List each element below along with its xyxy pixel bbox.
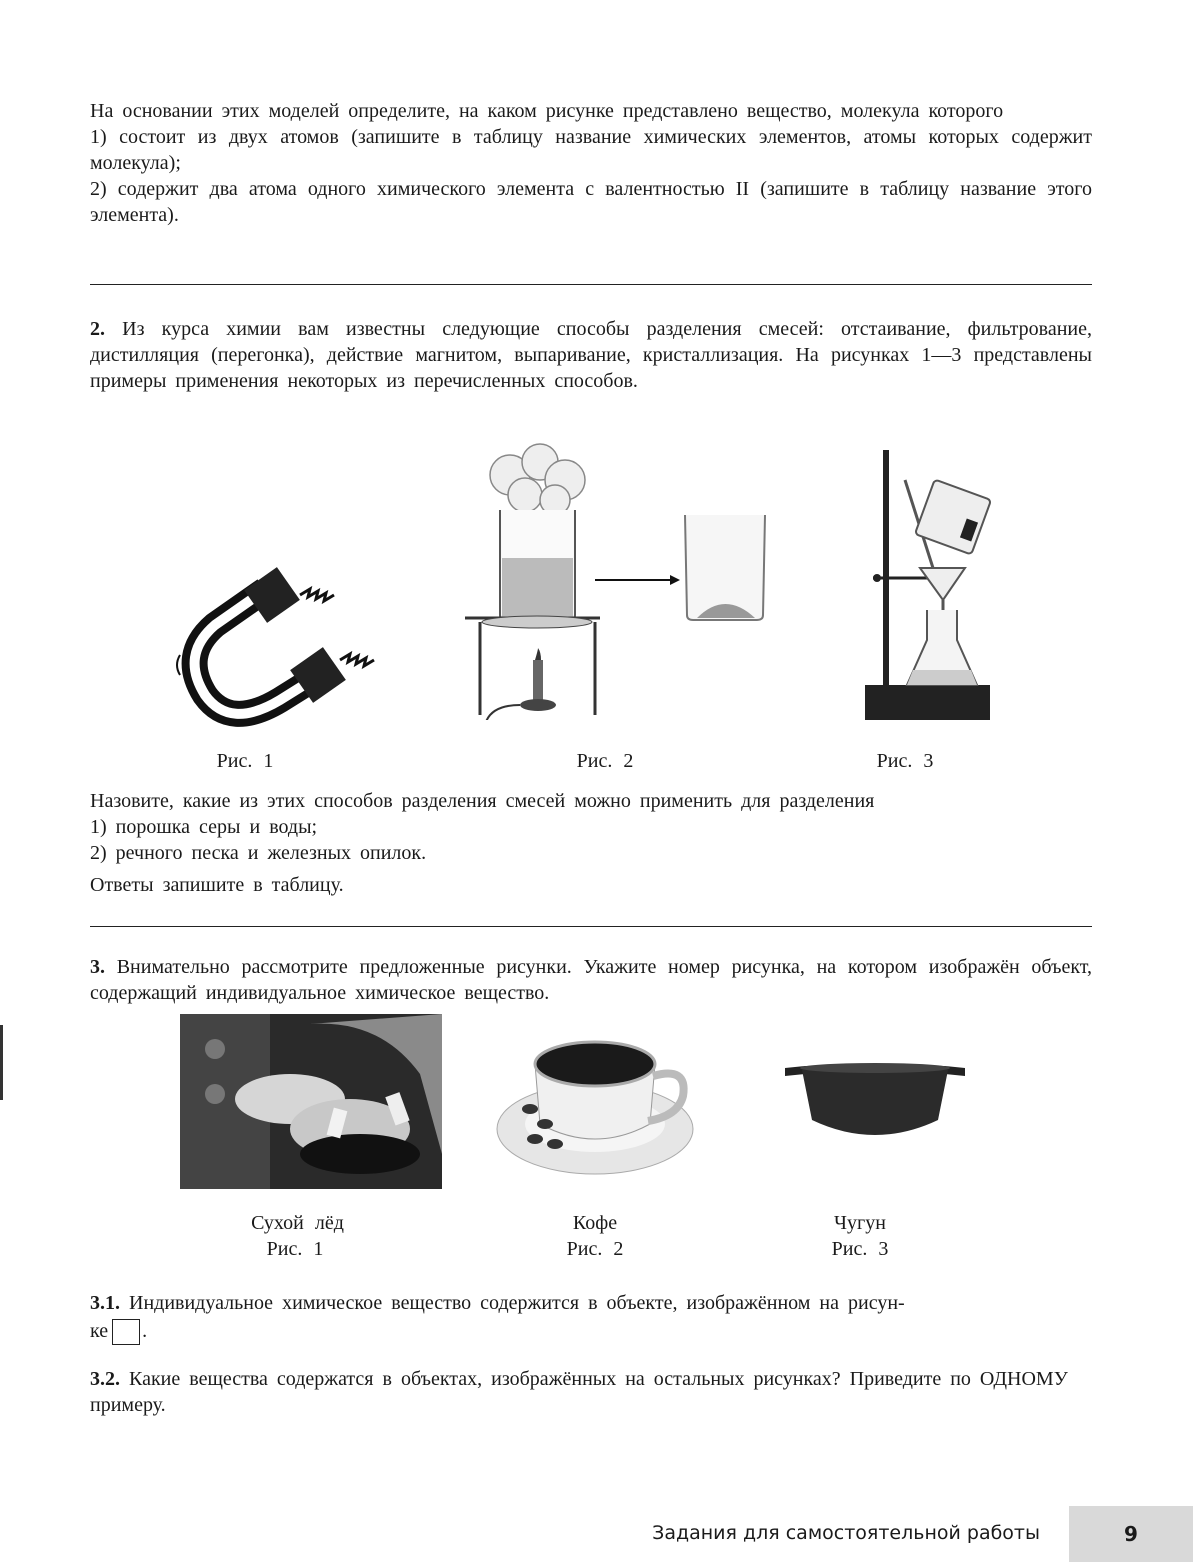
task2-question-block: [90, 788, 1092, 898]
fig3-2-caption: Рис. 2: [566, 1238, 624, 1260]
divider-1: [90, 284, 1092, 285]
task3-text: Внимательно рассмотрите предложенные рисунки. Укажите номер рисунка, на котором изображён объект, содержащий индивидуальное химическое вещество.: [90, 956, 1093, 1004]
task3-paragraph: [90, 954, 1092, 1006]
fig3-caption: Рис. 3: [876, 750, 934, 772]
task3-1-paragraph: [90, 1290, 1092, 1345]
task2-answer-note: Ответы запишите в таблицу.: [90, 874, 344, 896]
coffee-photo: [495, 1014, 723, 1189]
fig3-3-name: Чугун: [834, 1212, 886, 1234]
task3-number: 3.: [90, 956, 105, 978]
page-number: 9: [1069, 1506, 1193, 1562]
intro-item-2: 2) содержит два атома одного химического элемента с валентностью II (запишите в таблицу название этого элемента).: [90, 178, 1092, 226]
magnet-figure: [170, 555, 400, 735]
task2-question-2: 2) речного песка и железных опилок.: [90, 842, 427, 864]
task3-1-text: Индивидуальное химическое вещество содержится в объекте, изображённом на рисун-: [129, 1292, 905, 1314]
fig3-3-caption: Рис. 3: [831, 1238, 889, 1260]
task3-2-paragraph: [90, 1366, 1092, 1418]
task2-paragraph: [90, 316, 1092, 394]
footer-section-title: Задания для самостоятельной работы: [652, 1522, 1040, 1544]
task2-question: Назовите, какие из этих способов разделения смесей можно применить для разделения: [90, 790, 875, 812]
intro-item-1: 1) состоит из двух атомов (запишите в таблицу название химических элементов, атомы которых содержит молекула);: [90, 126, 1092, 174]
fig2-caption: Рис. 2: [576, 750, 634, 772]
fig1-caption: Рис. 1: [216, 750, 274, 772]
evaporation-figure: [465, 440, 785, 720]
fig3-1-caption: Рис. 1: [266, 1238, 324, 1260]
task3-1-number: 3.1.: [90, 1292, 120, 1314]
task2-number: 2.: [90, 318, 105, 340]
task3-1-tail: ке: [90, 1320, 109, 1342]
task3-2-text: Какие вещества содержатся в объектах, изображённых на остальных рисунках? Приведите по ОДНОМУ примеру.: [90, 1368, 1068, 1416]
divider-2: [90, 926, 1092, 927]
filtration-figure: [865, 450, 1005, 725]
fig3-1-name: Сухой лёд: [251, 1212, 344, 1234]
task3-1-end: .: [142, 1320, 148, 1342]
fig3-2-name: Кофе: [572, 1212, 618, 1234]
task2-text: Из курса химии вам известны следующие способы разделения смесей: отстаивание, фильтрование, дистилляция (перегонка), действие магнитом, выпаривание, кристаллизация. На рисунках 1—3 представлены примеры применения некоторых из перечисленных способов.: [90, 318, 1092, 392]
cast-iron-pot-photo: [780, 1050, 970, 1150]
task2-question-1: 1) порошка серы и воды;: [90, 816, 318, 838]
intro-text: На основании этих моделей определите, на каком рисунке представлено вещество, молекула которого: [90, 100, 1004, 122]
intro-paragraph: [90, 98, 1092, 228]
dry-ice-photo: [180, 1014, 442, 1189]
answer-box[interactable]: [112, 1319, 140, 1345]
margin-mark: [0, 1025, 3, 1100]
task3-2-number: 3.2.: [90, 1368, 120, 1390]
